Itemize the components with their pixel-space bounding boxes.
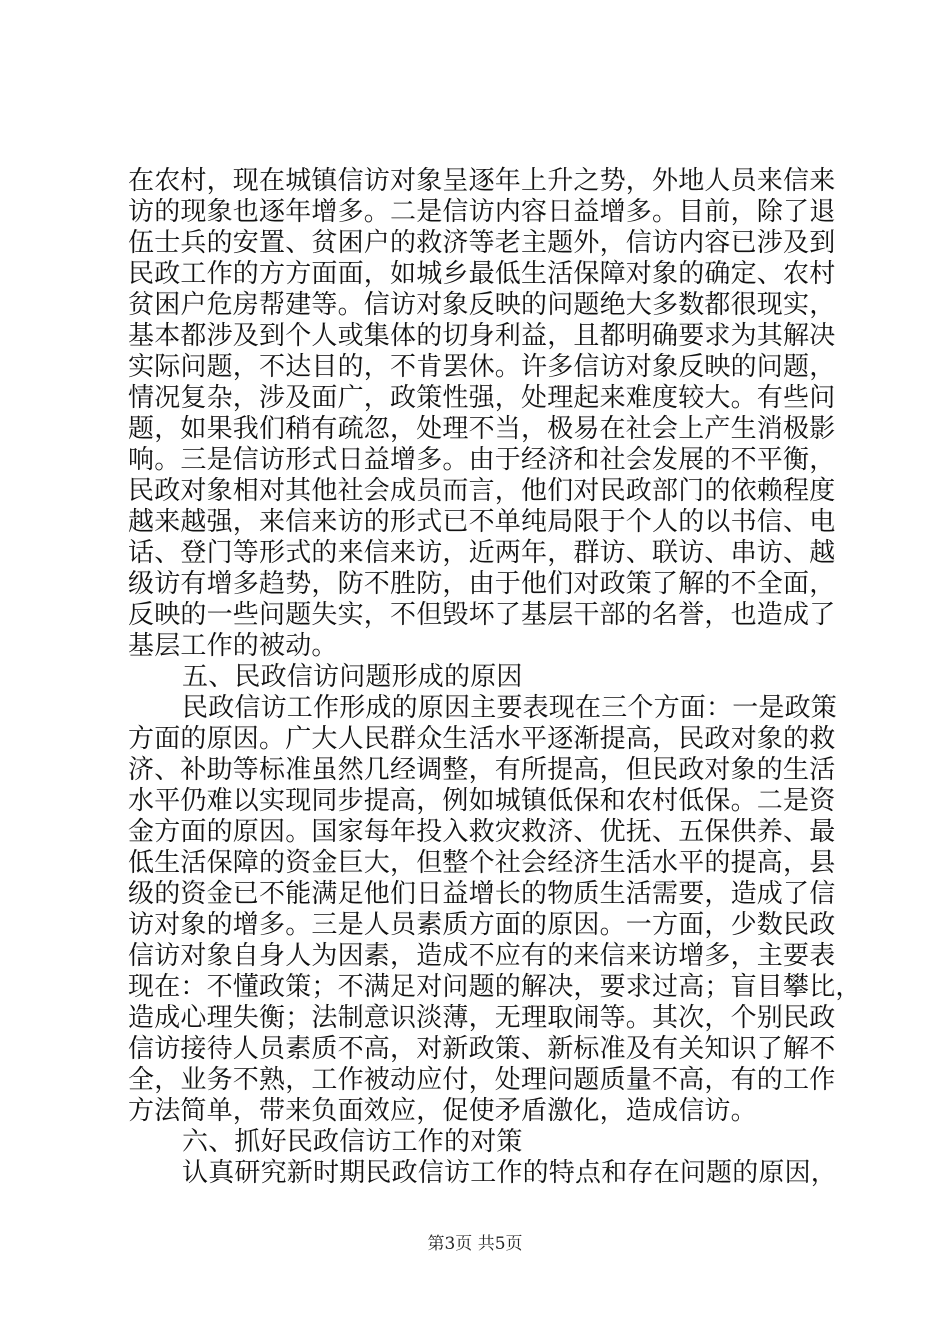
paragraph-line: 访对象的增多。三是人员素质方面的原因。一方面，少数民政 bbox=[128, 910, 836, 940]
paragraph-line: 级的资金已不能满足他们日益增长的物质生活需要，造成了信 bbox=[128, 879, 836, 909]
paragraph-line: 话、登门等形式的来信来访，近两年，群访、联访、串访、越 bbox=[128, 538, 836, 568]
paragraph-line: 访的现象也逐年增多。二是信访内容日益增多。目前，除了退 bbox=[128, 197, 836, 227]
paragraph-line: 信访对象自身人为因素，造成不应有的来信来访增多，主要表 bbox=[128, 941, 836, 971]
paragraph-line: 民政信访工作形成的原因主要表现在三个方面：一是政策 bbox=[182, 693, 838, 723]
paragraph-line: 济、补助等标准虽然几经调整，有所提高，但民政对象的生活 bbox=[128, 755, 836, 785]
paragraph-line: 情况复杂，涉及面广，政策性强，处理起来难度较大。有些问 bbox=[128, 383, 836, 413]
paragraph-line: 水平仍难以实现同步提高，例如城镇低保和农村低保。二是资 bbox=[128, 786, 836, 816]
paragraph-line: 反映的一些问题失实，不但毁坏了基层干部的名誉，也造成了 bbox=[128, 600, 836, 630]
paragraph-line: 现在：不懂政策；不满足对问题的解决，要求过高；盲目攀比， bbox=[128, 972, 862, 1002]
paragraph-line: 贫困户危房帮建等。信访对象反映的问题绝大多数都很现实， bbox=[128, 290, 836, 320]
paragraph-line: 民政对象相对其他社会成员而言，他们对民政部门的依赖程度 bbox=[128, 476, 836, 506]
paragraph-line: 认真研究新时期民政信访工作的特点和存在问题的原因， bbox=[182, 1158, 838, 1188]
paragraph-line: 越来越强，来信来访的形式已不单纯局限于个人的以书信、电 bbox=[128, 507, 836, 537]
paragraph-line: 伍士兵的安置、贫困户的救济等老主题外，信访内容已涉及到 bbox=[128, 228, 836, 258]
paragraph-line: 级访有增多趋势，防不胜防，由于他们对政策了解的不全面， bbox=[128, 569, 836, 599]
section-heading: 六、抓好民政信访工作的对策 bbox=[182, 1127, 523, 1157]
page-footer: 第3页 共5页 bbox=[427, 1234, 523, 1254]
paragraph-line: 信访接待人员素质不高，对新政策、新标准及有关知识了解不 bbox=[128, 1034, 836, 1064]
paragraph-line: 基层工作的被动。 bbox=[128, 631, 338, 661]
paragraph-line: 方面的原因。广大人民群众生活水平逐渐提高，民政对象的救 bbox=[128, 724, 836, 754]
paragraph-line: 造成心理失衡；法制意识淡薄，无理取闹等。其次，个别民政 bbox=[128, 1003, 836, 1033]
paragraph-line: 金方面的原因。国家每年投入救灾救济、优抚、五保供养、最 bbox=[128, 817, 836, 847]
paragraph-line: 全，业务不熟，工作被动应付，处理问题质量不高，有的工作 bbox=[128, 1065, 836, 1095]
paragraph-line: 方法简单，带来负面效应，促使矛盾激化，造成信访。 bbox=[128, 1096, 757, 1126]
paragraph-line: 实际问题，不达目的，不肯罢休。许多信访对象反映的问题， bbox=[128, 352, 836, 382]
paragraph-line: 在农村，现在城镇信访对象呈逐年上升之势，外地人员来信来 bbox=[128, 166, 836, 196]
paragraph-line: 题，如果我们稍有疏忽，处理不当，极易在社会上产生消极影 bbox=[128, 414, 836, 444]
paragraph-line: 响。三是信访形式日益增多。由于经济和社会发展的不平衡， bbox=[128, 445, 836, 475]
paragraph-line: 低生活保障的资金巨大，但整个社会经济生活水平的提高，县 bbox=[128, 848, 836, 878]
document-body bbox=[128, 166, 862, 1189]
paragraph-line: 民政工作的方方面面，如城乡最低生活保障对象的确定、农村 bbox=[128, 259, 836, 289]
paragraph-line: 基本都涉及到个人或集体的切身利益，且都明确要求为其解决 bbox=[128, 321, 836, 351]
section-heading: 五、民政信访问题形成的原因 bbox=[182, 662, 523, 692]
